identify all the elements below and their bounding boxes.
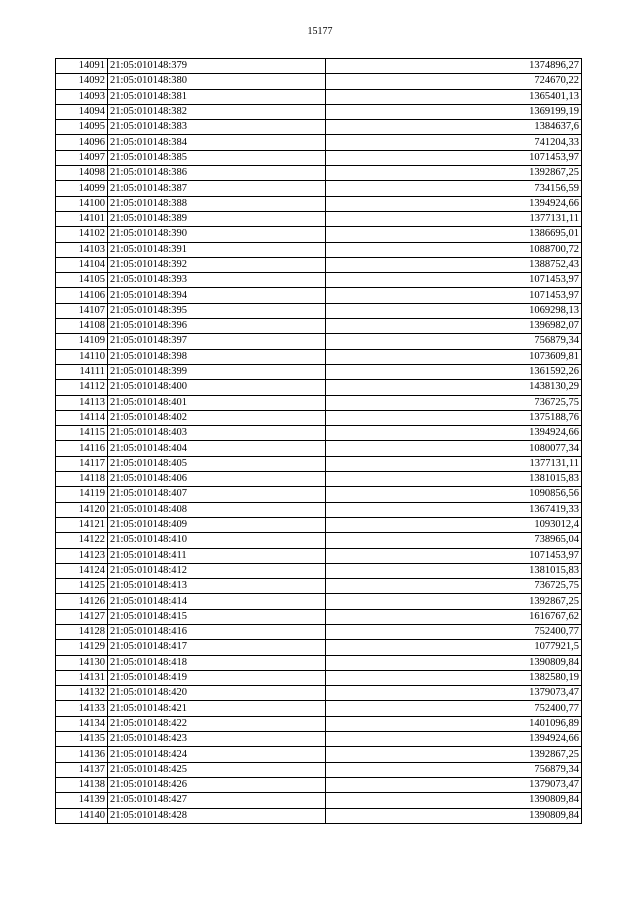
cadastral-number-cell: 21:05:010148:407 <box>108 487 326 502</box>
table-row <box>56 426 582 441</box>
row-number-cell: 14102 <box>56 227 108 242</box>
row-number-cell: 14121 <box>56 517 108 532</box>
cadastral-value-cell: 1077921,5 <box>326 640 582 655</box>
table-row <box>56 181 582 196</box>
table-row <box>56 793 582 808</box>
cadastral-number-cell: 21:05:010148:383 <box>108 120 326 135</box>
table-row <box>56 257 582 272</box>
cadastral-number-cell: 21:05:010148:411 <box>108 548 326 563</box>
row-number-cell: 14112 <box>56 380 108 395</box>
cadastral-value-cell: 1390809,84 <box>326 793 582 808</box>
row-number-cell: 14129 <box>56 640 108 655</box>
row-number-cell: 14123 <box>56 548 108 563</box>
table-row <box>56 624 582 639</box>
table-row <box>56 227 582 242</box>
cadastral-value-cell: 1381015,83 <box>326 472 582 487</box>
cadastral-number-cell: 21:05:010148:386 <box>108 166 326 181</box>
cadastral-value-cell: 1384637,6 <box>326 120 582 135</box>
row-number-cell: 14133 <box>56 701 108 716</box>
row-number-cell: 14091 <box>56 59 108 74</box>
row-number-cell: 14097 <box>56 150 108 165</box>
row-number-cell: 14125 <box>56 579 108 594</box>
cadastral-value-cell: 1367419,33 <box>326 502 582 517</box>
cadastral-number-cell: 21:05:010148:420 <box>108 686 326 701</box>
cadastral-value-cell: 1069298,13 <box>326 303 582 318</box>
row-number-cell: 14131 <box>56 670 108 685</box>
cadastral-value-cell: 1390809,84 <box>326 808 582 823</box>
table-row <box>56 89 582 104</box>
cadastral-number-cell: 21:05:010148:419 <box>108 670 326 685</box>
cadastral-number-cell: 21:05:010148:395 <box>108 303 326 318</box>
cadastral-value-cell: 736725,75 <box>326 395 582 410</box>
table-row <box>56 579 582 594</box>
cadastral-number-cell: 21:05:010148:426 <box>108 777 326 792</box>
table-row <box>56 120 582 135</box>
row-number-cell: 14132 <box>56 686 108 701</box>
cadastral-value-cell: 1388752,43 <box>326 257 582 272</box>
cadastral-number-cell: 21:05:010148:385 <box>108 150 326 165</box>
cadastral-number-cell: 21:05:010148:418 <box>108 655 326 670</box>
cadastral-number-cell: 21:05:010148:390 <box>108 227 326 242</box>
cadastral-value-cell: 1394924,66 <box>326 196 582 211</box>
cadastral-value-cell: 736725,75 <box>326 579 582 594</box>
cadastral-number-cell: 21:05:010148:409 <box>108 517 326 532</box>
cadastral-number-cell: 21:05:010148:421 <box>108 701 326 716</box>
table-row <box>56 548 582 563</box>
cadastral-number-cell: 21:05:010148:387 <box>108 181 326 196</box>
cadastral-value-table <box>55 58 582 824</box>
table-row <box>56 762 582 777</box>
row-number-cell: 14138 <box>56 777 108 792</box>
cadastral-value-cell: 724670,22 <box>326 74 582 89</box>
row-number-cell: 14117 <box>56 456 108 471</box>
cadastral-value-cell: 1361592,26 <box>326 364 582 379</box>
cadastral-value-cell: 1401096,89 <box>326 716 582 731</box>
cadastral-number-cell: 21:05:010148:422 <box>108 716 326 731</box>
row-number-cell: 14099 <box>56 181 108 196</box>
cadastral-number-cell: 21:05:010148:406 <box>108 472 326 487</box>
cadastral-value-cell: 1394924,66 <box>326 732 582 747</box>
cadastral-number-cell: 21:05:010148:414 <box>108 594 326 609</box>
cadastral-value-cell: 1616767,62 <box>326 609 582 624</box>
cadastral-value-cell: 1369199,19 <box>326 104 582 119</box>
cadastral-number-cell: 21:05:010148:404 <box>108 441 326 456</box>
cadastral-value-cell: 756879,34 <box>326 762 582 777</box>
cadastral-value-cell: 1377131,11 <box>326 211 582 226</box>
row-number-cell: 14092 <box>56 74 108 89</box>
cadastral-value-cell: 1071453,97 <box>326 288 582 303</box>
cadastral-number-cell: 21:05:010148:403 <box>108 426 326 441</box>
cadastral-number-cell: 21:05:010148:392 <box>108 257 326 272</box>
cadastral-value-cell: 1071453,97 <box>326 273 582 288</box>
row-number-cell: 14115 <box>56 426 108 441</box>
table-row <box>56 196 582 211</box>
table-row <box>56 716 582 731</box>
cadastral-number-cell: 21:05:010148:380 <box>108 74 326 89</box>
cadastral-number-cell: 21:05:010148:389 <box>108 211 326 226</box>
row-number-cell: 14135 <box>56 732 108 747</box>
row-number-cell: 14095 <box>56 120 108 135</box>
cadastral-value-cell: 752400,77 <box>326 624 582 639</box>
cadastral-value-cell: 1394924,66 <box>326 426 582 441</box>
cadastral-value-cell: 1080077,34 <box>326 441 582 456</box>
row-number-cell: 14119 <box>56 487 108 502</box>
table-row <box>56 670 582 685</box>
cadastral-number-cell: 21:05:010148:416 <box>108 624 326 639</box>
cadastral-value-cell: 1379073,47 <box>326 777 582 792</box>
table-row <box>56 808 582 823</box>
cadastral-number-cell: 21:05:010148:399 <box>108 364 326 379</box>
table-row <box>56 319 582 334</box>
cadastral-number-cell: 21:05:010148:400 <box>108 380 326 395</box>
table-row <box>56 273 582 288</box>
row-number-cell: 14103 <box>56 242 108 257</box>
cadastral-value-cell: 1375188,76 <box>326 410 582 425</box>
cadastral-value-cell: 1381015,83 <box>326 563 582 578</box>
row-number-cell: 14120 <box>56 502 108 517</box>
row-number-cell: 14139 <box>56 793 108 808</box>
cadastral-number-cell: 21:05:010148:410 <box>108 533 326 548</box>
cadastral-number-cell: 21:05:010148:388 <box>108 196 326 211</box>
cadastral-number-cell: 21:05:010148:425 <box>108 762 326 777</box>
cadastral-value-cell: 734156,59 <box>326 181 582 196</box>
table-row <box>56 686 582 701</box>
cadastral-number-cell: 21:05:010148:391 <box>108 242 326 257</box>
row-number-cell: 14124 <box>56 563 108 578</box>
cadastral-number-cell: 21:05:010148:415 <box>108 609 326 624</box>
cadastral-value-cell: 1392867,25 <box>326 594 582 609</box>
cadastral-value-cell: 756879,34 <box>326 334 582 349</box>
cadastral-number-cell: 21:05:010148:394 <box>108 288 326 303</box>
row-number-cell: 14122 <box>56 533 108 548</box>
cadastral-value-cell: 1090856,56 <box>326 487 582 502</box>
row-number-cell: 14113 <box>56 395 108 410</box>
table-row <box>56 211 582 226</box>
row-number-cell: 14116 <box>56 441 108 456</box>
row-number-cell: 14108 <box>56 319 108 334</box>
cadastral-number-cell: 21:05:010148:396 <box>108 319 326 334</box>
row-number-cell: 14128 <box>56 624 108 639</box>
cadastral-number-cell: 21:05:010148:412 <box>108 563 326 578</box>
row-number-cell: 14107 <box>56 303 108 318</box>
row-number-cell: 14104 <box>56 257 108 272</box>
cadastral-number-cell: 21:05:010148:379 <box>108 59 326 74</box>
cadastral-value-cell: 1073609,81 <box>326 349 582 364</box>
table-row <box>56 380 582 395</box>
row-number-cell: 14110 <box>56 349 108 364</box>
cadastral-number-cell: 21:05:010148:384 <box>108 135 326 150</box>
table-body <box>56 59 582 824</box>
cadastral-number-cell: 21:05:010148:417 <box>108 640 326 655</box>
table-row <box>56 395 582 410</box>
row-number-cell: 14098 <box>56 166 108 181</box>
table-row <box>56 502 582 517</box>
table-row <box>56 563 582 578</box>
row-number-cell: 14101 <box>56 211 108 226</box>
row-number-cell: 14106 <box>56 288 108 303</box>
row-number-cell: 14137 <box>56 762 108 777</box>
table-row <box>56 701 582 716</box>
cadastral-value-cell: 1374896,27 <box>326 59 582 74</box>
cadastral-value-cell: 1071453,97 <box>326 548 582 563</box>
row-number-cell: 14140 <box>56 808 108 823</box>
row-number-cell: 14093 <box>56 89 108 104</box>
cadastral-number-cell: 21:05:010148:424 <box>108 747 326 762</box>
cadastral-value-cell: 1392867,25 <box>326 166 582 181</box>
row-number-cell: 14130 <box>56 655 108 670</box>
cadastral-number-cell: 21:05:010148:401 <box>108 395 326 410</box>
cadastral-number-cell: 21:05:010148:393 <box>108 273 326 288</box>
cadastral-number-cell: 21:05:010148:423 <box>108 732 326 747</box>
cadastral-number-cell: 21:05:010148:398 <box>108 349 326 364</box>
table-row <box>56 364 582 379</box>
cadastral-value-cell: 1386695,01 <box>326 227 582 242</box>
cadastral-value-cell: 1088700,72 <box>326 242 582 257</box>
table-row <box>56 74 582 89</box>
table-row <box>56 59 582 74</box>
table-row <box>56 242 582 257</box>
row-number-cell: 14136 <box>56 747 108 762</box>
cadastral-value-cell: 1071453,97 <box>326 150 582 165</box>
table-row <box>56 288 582 303</box>
table-row <box>56 609 582 624</box>
row-number-cell: 14114 <box>56 410 108 425</box>
cadastral-value-cell: 1382580,19 <box>326 670 582 685</box>
table-row <box>56 303 582 318</box>
row-number-cell: 14109 <box>56 334 108 349</box>
cadastral-value-cell: 752400,77 <box>326 701 582 716</box>
cadastral-number-cell: 21:05:010148:408 <box>108 502 326 517</box>
table-row <box>56 334 582 349</box>
row-number-cell: 14096 <box>56 135 108 150</box>
table-row <box>56 487 582 502</box>
cadastral-value-cell: 741204,33 <box>326 135 582 150</box>
table-row <box>56 166 582 181</box>
table-row <box>56 533 582 548</box>
table-row <box>56 777 582 792</box>
table-row <box>56 472 582 487</box>
table-row <box>56 135 582 150</box>
cadastral-number-cell: 21:05:010148:382 <box>108 104 326 119</box>
row-number-cell: 14134 <box>56 716 108 731</box>
cadastral-value-cell: 738965,04 <box>326 533 582 548</box>
cadastral-value-cell: 1396982,07 <box>326 319 582 334</box>
row-number-cell: 14111 <box>56 364 108 379</box>
cadastral-number-cell: 21:05:010148:428 <box>108 808 326 823</box>
table-row <box>56 640 582 655</box>
table-row <box>56 732 582 747</box>
row-number-cell: 14100 <box>56 196 108 211</box>
table-row <box>56 594 582 609</box>
page-number: 15177 <box>307 26 333 37</box>
cadastral-value-cell: 1438130,29 <box>326 380 582 395</box>
cadastral-value-cell: 1377131,11 <box>326 456 582 471</box>
cadastral-number-cell: 21:05:010148:427 <box>108 793 326 808</box>
table-row <box>56 410 582 425</box>
row-number-cell: 14094 <box>56 104 108 119</box>
cadastral-number-cell: 21:05:010148:405 <box>108 456 326 471</box>
cadastral-value-cell: 1390809,84 <box>326 655 582 670</box>
table-row <box>56 456 582 471</box>
row-number-cell: 14118 <box>56 472 108 487</box>
cadastral-value-cell: 1392867,25 <box>326 747 582 762</box>
table-row <box>56 655 582 670</box>
cadastral-number-cell: 21:05:010148:402 <box>108 410 326 425</box>
table-row <box>56 517 582 532</box>
table-row <box>56 104 582 119</box>
cadastral-value-cell: 1365401,13 <box>326 89 582 104</box>
table-row <box>56 747 582 762</box>
table-row <box>56 349 582 364</box>
cadastral-number-cell: 21:05:010148:381 <box>108 89 326 104</box>
table-row <box>56 441 582 456</box>
cadastral-value-cell: 1379073,47 <box>326 686 582 701</box>
row-number-cell: 14126 <box>56 594 108 609</box>
cadastral-number-cell: 21:05:010148:397 <box>108 334 326 349</box>
row-number-cell: 14127 <box>56 609 108 624</box>
cadastral-number-cell: 21:05:010148:413 <box>108 579 326 594</box>
row-number-cell: 14105 <box>56 273 108 288</box>
table-row <box>56 150 582 165</box>
cadastral-value-cell: 1093012,4 <box>326 517 582 532</box>
